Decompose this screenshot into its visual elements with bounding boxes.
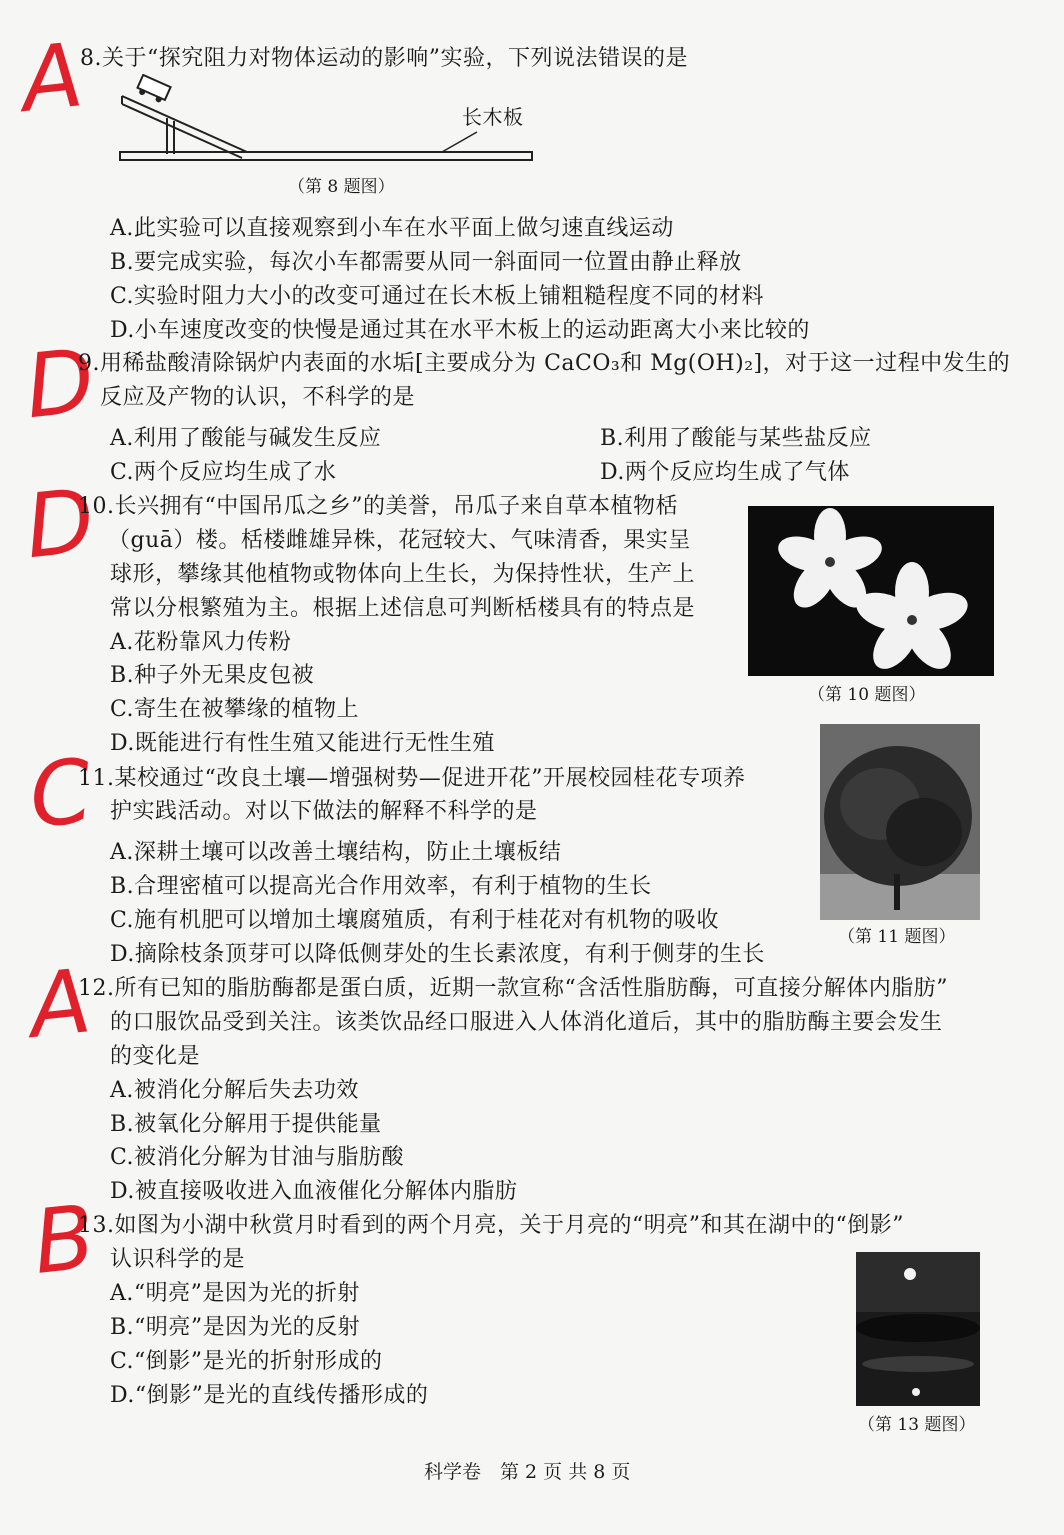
q12-option-d: D.被直接吸收进入血液催化分解体内脂肪 [110, 1179, 518, 1204]
q8-option-b: B.要完成实验，每次小车都需要从同一斜面同一位置由静止释放 [110, 250, 742, 275]
answer-mark-q10: D [20, 468, 99, 579]
answer-mark-q9: D [20, 328, 99, 439]
q13-option-c: C.“倒影”是光的折射形成的 [110, 1349, 383, 1374]
q8-option-a: A.此实验可以直接观察到小车在水平面上做匀速直线运动 [110, 216, 674, 241]
q12-stem-line1: 12.所有已知的脂肪酶都是蛋白质，近期一款宣称“含活性脂肪酶，可直接分解体内脂肪” [78, 976, 948, 1001]
q9-stem-line1: 9.用稀盐酸清除锅炉内表面的水垢[主要成分为 CaCO₃和 Mg(OH)₂]，对于这一过程中发生的 [78, 351, 1011, 376]
q9-option-d: D.两个反应均生成了气体 [600, 460, 850, 485]
q10-flower-photo [748, 506, 994, 676]
q8-figure-caption: （第 8 题图） [288, 177, 395, 197]
q13-figure-caption: （第 13 题图） [858, 1415, 976, 1435]
q13-option-d: D.“倒影”是光的直线传播形成的 [110, 1383, 429, 1408]
q9-stem-line2: 反应及产物的认识，不科学的是 [100, 385, 416, 410]
q8-option-c: C.实验时阻力大小的改变可通过在长木板上铺粗糙程度不同的材料 [110, 284, 765, 309]
q11-osmanthus-tree-photo [820, 724, 980, 920]
q8-option-d: D.小车速度改变的快慢是通过其在水平木板上的运动距离大小来比较的 [110, 318, 810, 343]
answer-mark-q11: C [24, 739, 97, 848]
q10-stem-line4: 常以分根繁殖为主。根据上述信息可判断栝楼具有的特点是 [110, 596, 696, 621]
q9-option-b: B.利用了酸能与某些盐反应 [600, 426, 872, 451]
q11-stem-line2: 护实践活动。对以下做法的解释不科学的是 [110, 799, 538, 824]
q12-option-c: C.被消化分解为甘油与脂肪酸 [110, 1145, 405, 1170]
q10-stem-line3: 球形，攀缘其他植物或物体向上生长，为保持性状，生产上 [110, 562, 696, 587]
q12-option-b: B.被氧化分解用于提供能量 [110, 1112, 382, 1137]
q10-stem-line1: 10.长兴拥有“中国吊瓜之乡”的美誉，吊瓜子来自草本植物栝 [78, 494, 678, 519]
q8-board-label: 长木板 [462, 105, 524, 129]
q10-option-c: C.寄生在被攀缘的植物上 [110, 697, 360, 722]
q10-figure-caption: （第 10 题图） [808, 685, 926, 705]
q13-stem-line1: 13.如图为小湖中秋赏月时看到的两个月亮，关于月亮的“明亮”和其在湖中的“倒影” [78, 1213, 904, 1238]
q10-option-d: D.既能进行有性生殖又能进行无性生殖 [110, 731, 495, 756]
q11-figure-caption: （第 11 题图） [838, 927, 956, 947]
q12-option-a: A.被消化分解后失去功效 [110, 1078, 359, 1103]
q13-stem-line2: 认识科学的是 [110, 1247, 246, 1272]
page-footer: 科学卷 第 2 页 共 8 页 [424, 1461, 631, 1483]
answer-mark-q12: A [24, 949, 96, 1058]
q9-option-c: C.两个反应均生成了水 [110, 460, 337, 485]
answer-mark-q13: B [28, 1185, 100, 1294]
q12-stem-line2: 的口服饮品受到关注。该类饮品经口服进入人体消化道后，其中的脂肪酶主要会发生 [110, 1010, 943, 1035]
answer-mark-q8: A [16, 23, 88, 132]
q10-stem-line2: （guā）楼。栝楼雌雄异株，花冠较大、气味清香，果实呈 [108, 528, 691, 553]
q9-option-a: A.利用了酸能与碱发生反应 [110, 426, 382, 451]
q11-option-a: A.深耕土壤可以改善土壤结构，防止土壤板结 [110, 840, 562, 865]
q13-option-a: A.“明亮”是因为光的折射 [110, 1281, 360, 1306]
q11-option-b: B.合理密植可以提高光合作用效率，有利于植物的生长 [110, 874, 652, 899]
q10-option-a: A.花粉靠风力传粉 [110, 630, 292, 655]
q11-option-d: D.摘除枝条顶芽可以降低侧芽处的生长素浓度，有利于侧芽的生长 [110, 942, 765, 967]
q13-moon-lake-photo [856, 1252, 980, 1406]
q13-option-b: B.“明亮”是因为光的反射 [110, 1315, 361, 1340]
q8-stem: 8.关于“探究阻力对物体运动的影响”实验，下列说法错误的是 [80, 46, 688, 71]
q12-stem-line3: 的变化是 [110, 1044, 201, 1069]
q10-option-b: B.种子外无果皮包被 [110, 663, 315, 688]
q11-stem-line1: 11.某校通过“改良土壤—增强树势—促进开花”开展校园桂花专项养 [78, 766, 746, 791]
q11-option-c: C.施有机肥可以增加土壤腐殖质，有利于桂花对有机物的吸收 [110, 908, 720, 933]
